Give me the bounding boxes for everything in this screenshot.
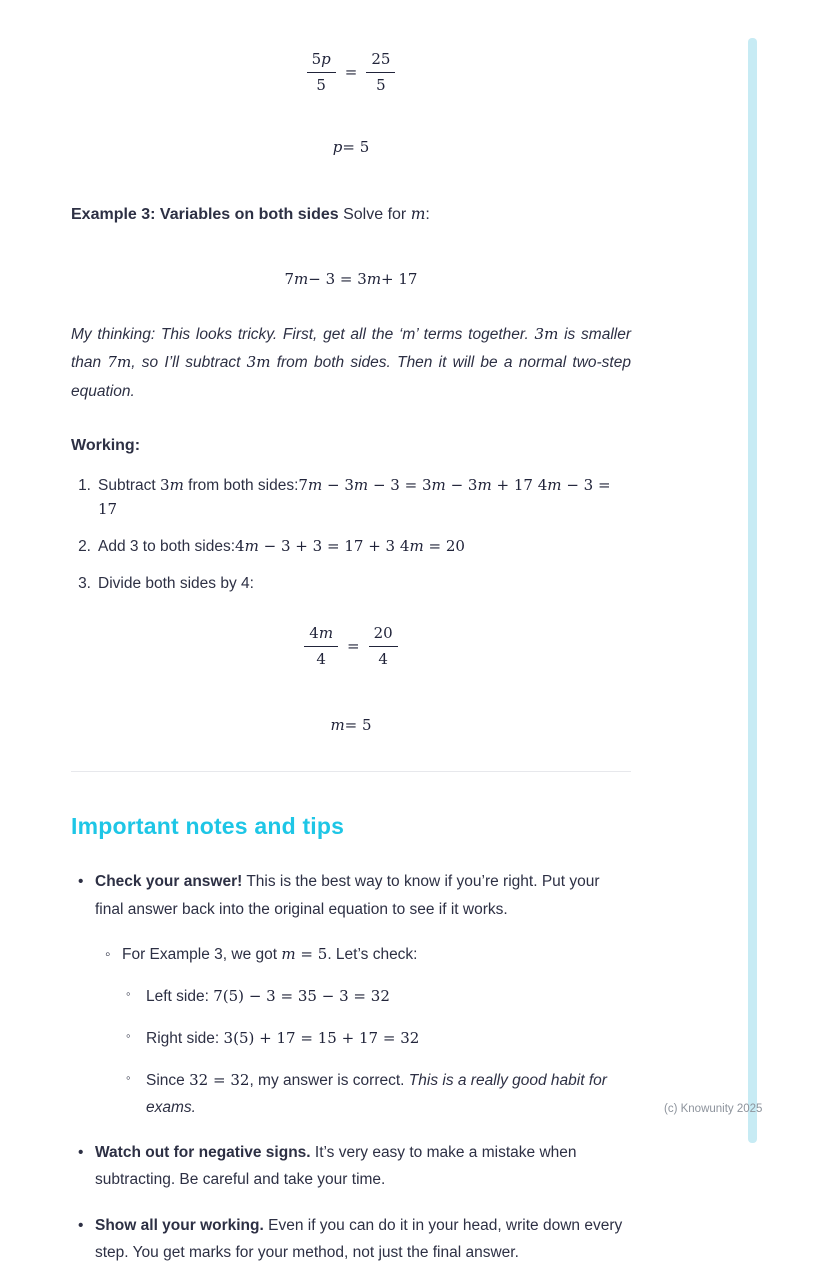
working-label: Working: <box>71 436 141 454</box>
footer-credit: (c) Knowunity 2025 <box>664 1103 763 1115</box>
example3-heading-rest: Solve for m: <box>338 204 430 223</box>
note-left-side: ◦ Left side: 7(5) − 3 = 35 − 3 = 32 <box>71 983 631 1010</box>
notes-list <box>71 868 631 1265</box>
fraction-numerator: 25 <box>366 50 395 73</box>
equation-example3: 7 m − 3 = 3 m + 17 <box>284 269 418 288</box>
fraction-left <box>304 624 338 669</box>
note-conclusion: ◦ Since 32 = 32, my answer is correct. This is a really good habit for exams. <box>71 1067 631 1121</box>
thinking-paragraph: My thinking: This looks tricky. First, get all the ‘m’ terms together. 3m is smaller than 7m, so I’ll subtract 3m from both sides. Then it will be a normal two-step equation. <box>71 324 631 400</box>
working-step-3 <box>71 572 631 596</box>
fraction-denominator: 4 <box>378 649 388 668</box>
equation-fraction-p <box>71 50 631 95</box>
step-text: Divide both sides by 4: <box>98 575 254 593</box>
fraction-right <box>366 50 395 95</box>
fraction-denominator: 4 <box>316 649 326 668</box>
equation-result-p: p = 5 <box>332 137 370 156</box>
note-right-side: ◦ Right side: 3(5) + 17 = 15 + 17 = 32 <box>71 1025 631 1052</box>
equals-sign: = <box>344 63 358 82</box>
fraction-numerator: 5p <box>307 50 336 73</box>
working-step-1 <box>71 474 631 522</box>
fraction-denominator: 5 <box>316 75 326 94</box>
page-edge-stripe <box>748 38 757 1143</box>
fraction-denominator: 5 <box>376 75 386 94</box>
fraction-numerator: 20 <box>369 624 398 647</box>
step-number: 1. <box>78 477 91 495</box>
example3-heading <box>71 203 631 227</box>
equals-sign: = <box>347 637 360 656</box>
note-check-answer: • Check your answer! This is the best way to know if you’re right. Put your final answer back into the original equation to see if it works. <box>71 868 631 922</box>
note-example3-check: ◦ For Example 3, we got m = 5. Let’s check: <box>71 941 631 968</box>
notes-heading: Important notes and tips <box>71 812 345 839</box>
working-step-2 <box>71 535 631 559</box>
equation-result-m: m = 5 <box>330 715 372 734</box>
document-page <box>71 0 631 1284</box>
working-steps <box>71 474 631 596</box>
fraction-left <box>307 50 336 95</box>
note-show-working: • Show all your working. Even if you can do it in your head, write down every step. You get marks for your method, not just the final answer. <box>71 1212 631 1266</box>
equation-fraction-m <box>71 624 631 669</box>
step-number: 2. <box>78 538 91 556</box>
step-text: Subtract 3m from both sides:7m − 3m − 3 = 3m − 3m + 17 4m − 3 = 17 <box>98 476 611 519</box>
fraction-numerator: 4m <box>304 624 338 647</box>
section-divider <box>71 771 631 772</box>
step-text: Add 3 to both sides:4m − 3 + 3 = 17 + 3 4m = 20 <box>98 537 465 556</box>
step-number: 3. <box>78 575 91 593</box>
note-negative-signs: • Watch out for negative signs. It’s very easy to make a mistake when subtracting. Be careful and take your time. <box>71 1139 631 1193</box>
example3-heading-bold: Example 3: Variables on both sides <box>71 205 339 223</box>
fraction-right <box>369 624 398 669</box>
